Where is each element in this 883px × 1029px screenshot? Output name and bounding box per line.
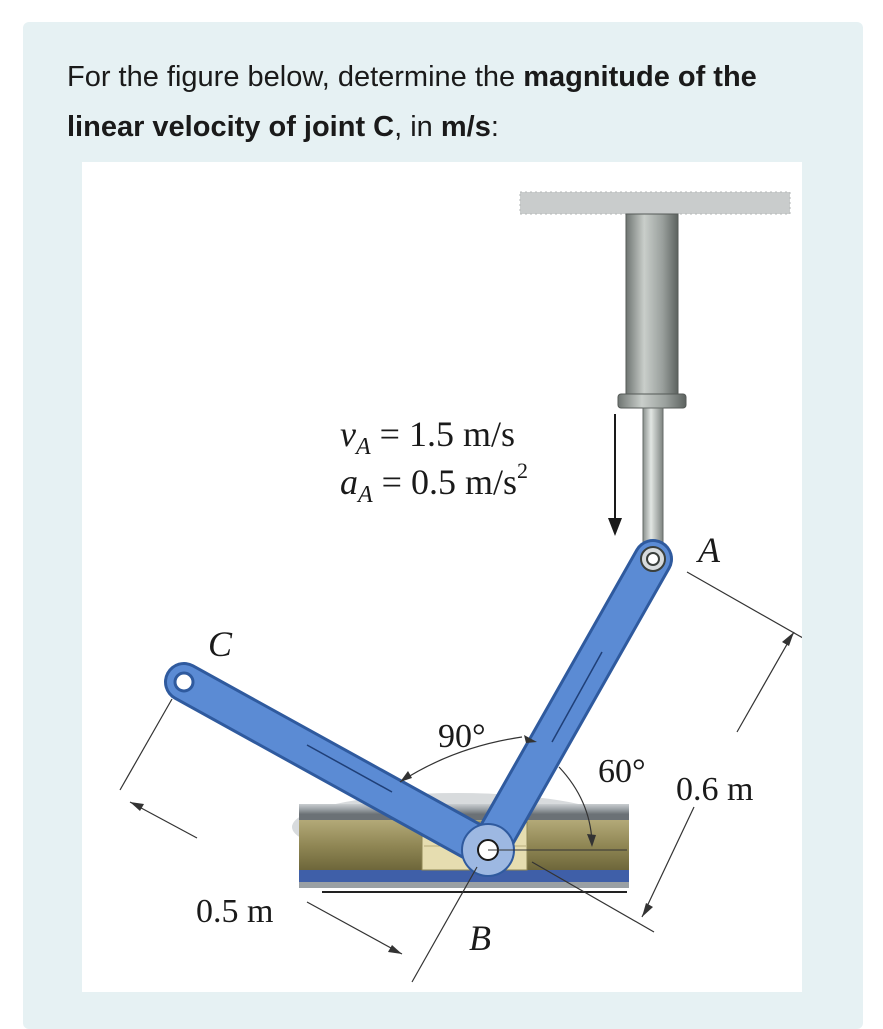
dim-CB-label: 0.5 m — [196, 893, 274, 930]
dim-BA-arrow-top — [782, 632, 794, 646]
dim-CB-arrow-left — [130, 802, 144, 811]
dim-BA-extension-top — [687, 572, 802, 650]
joint-A-pin — [647, 553, 659, 565]
question-prefix: For the figure below, determine the — [67, 61, 524, 93]
angle-90-arrow-left — [400, 771, 412, 782]
question-middle: , in — [394, 111, 441, 143]
piston-rod — [643, 408, 663, 548]
label-C: C — [208, 624, 233, 664]
question-bold-velocity: magnitude of the linear velocity of joint C — [67, 61, 757, 143]
label-B: B — [469, 918, 491, 958]
mechanism-figure — [82, 162, 802, 992]
dim-CB-extension-left — [120, 699, 172, 790]
aA-label: $a_A = 0.5$ $m/s^2$ — [340, 458, 528, 508]
dim-BA-line-top — [737, 632, 794, 732]
vA-label: $v_A = 1.5$ m/s — [340, 414, 515, 460]
dim-BA-arrow-bottom — [642, 903, 653, 917]
dim-BA-line-bottom — [642, 807, 694, 917]
rail-bottom — [299, 882, 629, 888]
question-bold-units: m/s — [440, 111, 491, 143]
mechanism-diagram — [82, 162, 802, 992]
dim-CB-arrow-right — [388, 945, 402, 954]
hydraulic-cylinder — [626, 214, 678, 399]
dim-BA-label: 0.6 m — [676, 771, 754, 808]
joint-C-pin — [175, 673, 193, 691]
cylinder-collar — [618, 394, 686, 408]
label-A: A — [698, 530, 720, 570]
question-text — [67, 52, 837, 152]
angle-90-label: 90° — [438, 718, 486, 755]
rail-top — [299, 804, 629, 814]
dim-CB-line-right — [307, 902, 402, 954]
ceiling-support — [520, 192, 790, 214]
question-suffix: : — [490, 111, 499, 143]
velocity-arrow-head — [608, 518, 622, 536]
question-card — [23, 22, 863, 1029]
rail-blue-strip — [299, 870, 629, 882]
angle-60-label: 60° — [598, 753, 646, 790]
